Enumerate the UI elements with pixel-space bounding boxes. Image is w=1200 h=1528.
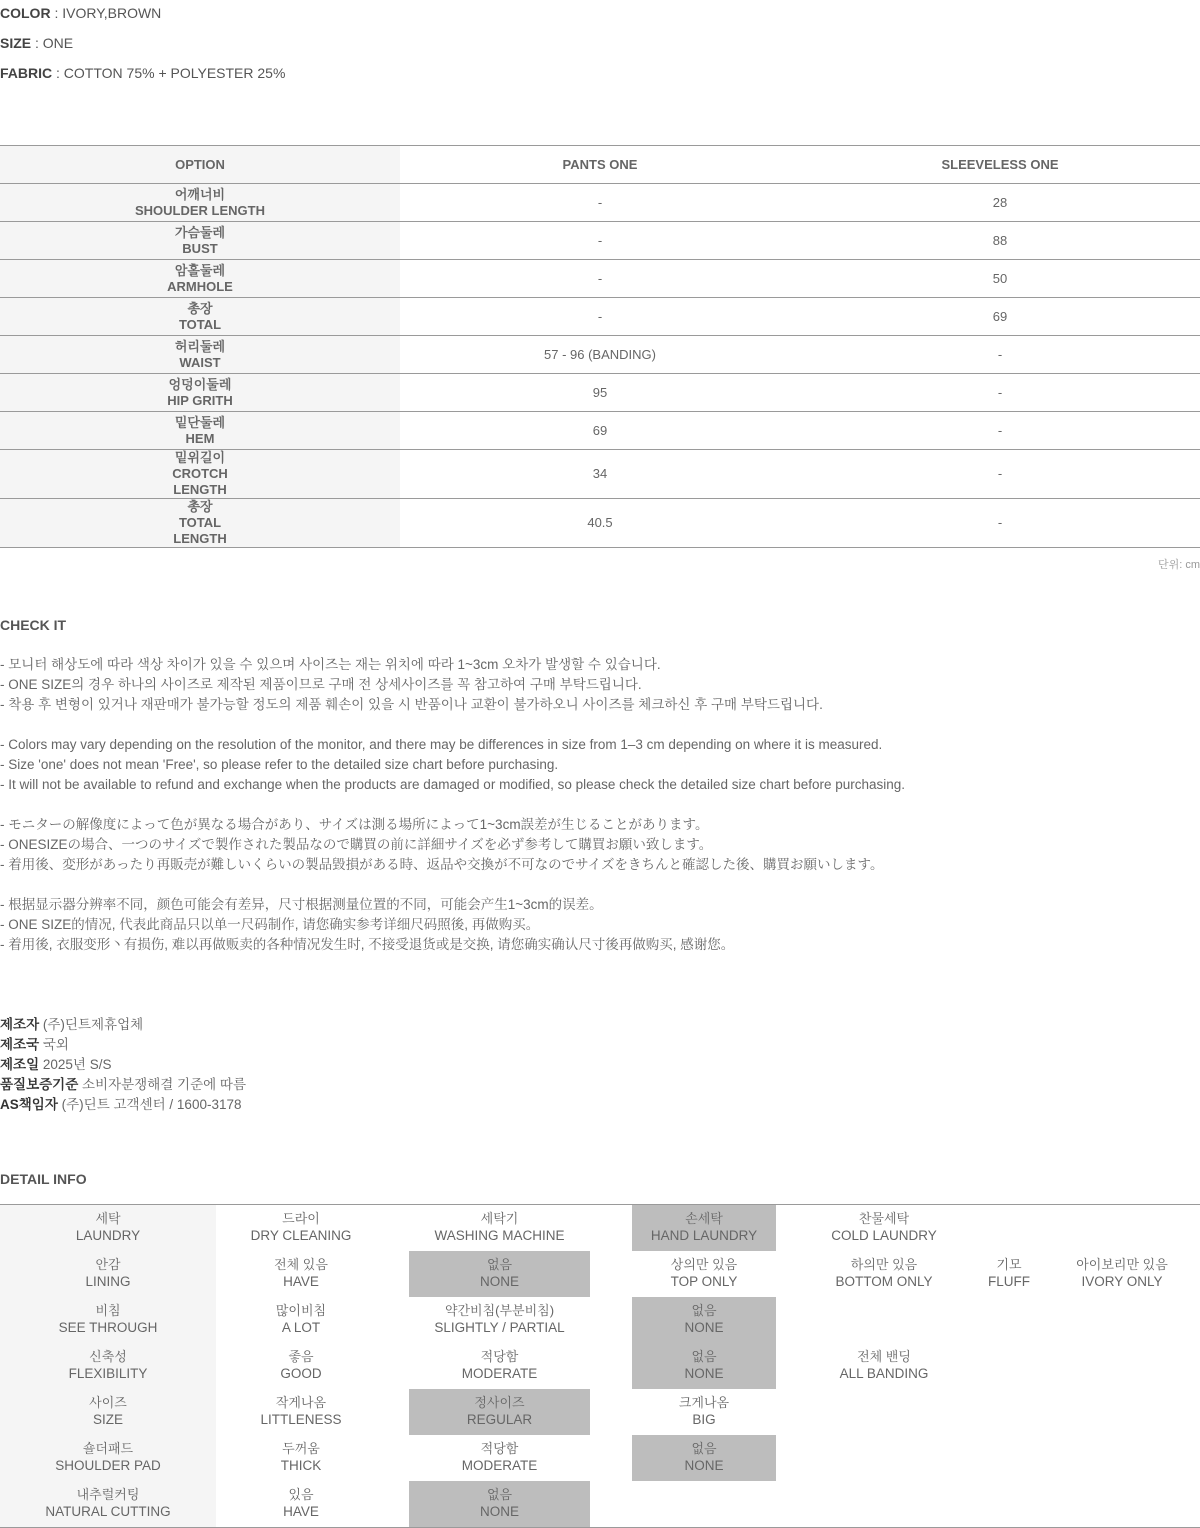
size-value-pants: 40.5 — [400, 499, 800, 548]
detail-ko-text: 많이비침 — [275, 1303, 327, 1318]
detail-en-text: REGULAR — [466, 1412, 533, 1427]
size-row — [0, 499, 1200, 548]
size-row — [0, 336, 1200, 374]
detail-option — [216, 1343, 386, 1389]
detail-option — [409, 1435, 590, 1481]
detail-option — [409, 1297, 590, 1343]
detail-info-title: DETAIL INFO — [0, 1171, 87, 1187]
spec-label: COLOR — [0, 5, 51, 21]
detail-ko-text: 없음 — [486, 1487, 513, 1502]
size-value-sleeveless: 88 — [800, 222, 1200, 260]
size-value-sleeveless: 69 — [800, 298, 1200, 336]
detail-label-cell — [0, 1343, 216, 1389]
detail-en-text: NONE — [479, 1504, 519, 1519]
size-value-sleeveless: 50 — [800, 260, 1200, 298]
detail-ko-text: 정사이즈 — [474, 1395, 525, 1410]
detail-en-text: LINING — [85, 1274, 131, 1289]
detail-ko-text: 드라이 — [282, 1211, 320, 1226]
detail-option — [409, 1205, 590, 1251]
size-row — [0, 374, 1200, 412]
detail-ko-text: 있음 — [288, 1487, 314, 1502]
detail-ko-text: 비침 — [95, 1303, 121, 1318]
detail-row — [0, 1389, 1200, 1435]
size-option-label: 밑위길이 — [174, 450, 226, 465]
size-option-label: TOTAL — [178, 515, 222, 530]
maker-row — [0, 1075, 246, 1095]
size-table — [0, 145, 1200, 548]
detail-option-selected — [409, 1389, 590, 1435]
size-value-sleeveless: 28 — [800, 184, 1200, 222]
note-ko: - 모니터 해상도에 따라 색상 차이가 있을 수 있으며 사이즈는 재는 위치에 따라 1~3cm 오차가 발생할 수 있습니다. — [0, 657, 661, 672]
size-value-pants: - — [400, 222, 800, 260]
detail-option — [776, 1343, 992, 1389]
maker-label: AS책임자 — [0, 1097, 58, 1112]
size-option-label: 어깨너비 — [174, 186, 226, 202]
note-ko: - 착용 후 변형이 있거나 재판매가 불가능할 정도의 제품 훼손이 있을 시 반품이나 교환이 불가하오니 사이즈를 체크하신 후 구매 부탁드립니다. — [0, 697, 823, 712]
detail-ko-text: 좋음 — [288, 1349, 314, 1364]
size-value-sleeveless: - — [800, 336, 1200, 374]
maker-value: 2025년 S/S — [39, 1057, 112, 1072]
size-option-cell — [0, 374, 400, 412]
detail-ko-text: 기모 — [996, 1257, 1022, 1272]
detail-option-selected — [632, 1297, 776, 1343]
size-value-sleeveless: - — [800, 412, 1200, 450]
note-zh: - ONE SIZE的情况, 代表此商品只以单一尺码制作, 请您确实参考详细尺码照後, 再做购买。 — [0, 917, 540, 932]
detail-en-text: WASHING MACHINE — [434, 1228, 565, 1243]
detail-option — [409, 1343, 590, 1389]
size-option-cell — [0, 298, 400, 336]
spec-color — [0, 5, 161, 21]
detail-en-text: NONE — [684, 1458, 724, 1473]
maker-row — [0, 1035, 246, 1055]
detail-en-text: DRY CLEANING — [250, 1228, 352, 1243]
size-value-sleeveless: - — [800, 374, 1200, 412]
detail-ko-text: 없음 — [691, 1303, 717, 1318]
size-option-cell — [0, 184, 400, 222]
note-en: - Size 'one' does not mean 'Free', so please refer to the detailed size chart before purchasing. — [0, 757, 559, 772]
note-en: - Colors may vary depending on the resolution of the monitor, and there may be differences in size from 1–3 cm depending on where it is measured. — [0, 737, 883, 752]
check-it-notes — [0, 655, 1200, 955]
maker-row — [0, 1015, 246, 1035]
note-ja: - ONESIZEの場合、一つのサイズで製作された製品なので購買の前に詳細サイズを必ず参考して購買お願い致します。 — [0, 837, 713, 852]
detail-option-selected — [632, 1205, 776, 1251]
size-option-cell — [0, 222, 400, 260]
detail-en-text: GOOD — [280, 1366, 322, 1381]
detail-option — [1060, 1251, 1184, 1297]
detail-option — [216, 1481, 386, 1527]
detail-option — [216, 1205, 386, 1251]
note-ja: - モニターの解像度によって色が異なる場合があり、サイズは測る場所によって1~3cm誤差が生じることがあります。 — [0, 817, 709, 832]
size-option-label: LENGTH — [173, 531, 227, 546]
detail-en-text: FLEXIBILITY — [68, 1366, 148, 1381]
size-value-pants: - — [400, 298, 800, 336]
detail-en-text: HAND LAUNDRY — [650, 1228, 758, 1243]
size-value-pants: 69 — [400, 412, 800, 450]
detail-ko-text: 작게나옴 — [275, 1395, 327, 1410]
detail-option — [632, 1251, 776, 1297]
size-option-cell — [0, 336, 400, 374]
detail-option-selected — [632, 1343, 776, 1389]
maker-value: 소비자분쟁해결 기준에 따름 — [78, 1077, 246, 1092]
detail-en-text: NONE — [479, 1274, 519, 1289]
detail-ko-text: 사이즈 — [89, 1395, 127, 1410]
size-option-label: TOTAL — [178, 316, 222, 332]
size-option-label: 가슴둘레 — [174, 224, 226, 240]
detail-option — [216, 1297, 386, 1343]
detail-en-text: LAUNDRY — [75, 1228, 141, 1243]
maker-row — [0, 1095, 246, 1115]
detail-ko-text: 약간비침(부분비침) — [444, 1303, 555, 1318]
detail-en-text: THICK — [280, 1458, 322, 1473]
size-row — [0, 450, 1200, 499]
detail-ko-text: 안감 — [95, 1257, 121, 1272]
maker-value: 국외 — [39, 1037, 69, 1052]
detail-ko-text: 적당함 — [480, 1441, 519, 1456]
detail-en-text: ALL BANDING — [839, 1366, 929, 1381]
detail-ko-text: 상의만 있음 — [670, 1257, 738, 1272]
detail-ko-text: 찬물세탁 — [858, 1211, 910, 1226]
maker-label: 제조국 — [0, 1037, 40, 1052]
header-option: OPTION — [0, 146, 400, 184]
size-value-pants: 95 — [400, 374, 800, 412]
detail-ko-text: 신축성 — [89, 1349, 127, 1364]
detail-option — [216, 1389, 386, 1435]
detail-label-cell — [0, 1297, 216, 1343]
detail-ko-text: 하의만 있음 — [850, 1257, 918, 1272]
check-it-title: CHECK IT — [0, 617, 67, 633]
spec-label: SIZE — [0, 35, 32, 51]
size-option-label: 밑단둘레 — [174, 414, 226, 430]
size-option-label: HIP GRITH — [167, 392, 233, 408]
detail-en-text: COLD LAUNDRY — [831, 1228, 937, 1243]
maker-info — [0, 1015, 246, 1115]
detail-en-text: A LOT — [281, 1320, 321, 1335]
size-row — [0, 412, 1200, 450]
note-ko: - ONE SIZE의 경우 하나의 사이즈로 제작된 제품이므로 구매 전 상세사이즈를 꼭 참고하여 구매 부탁드립니다. — [0, 677, 642, 692]
header-sleeveless: SLEEVELESS ONE — [800, 146, 1200, 184]
note-ja: - 着用後、変形があったり再販売が難しいくらいの製品毀損がある時、返品や交換が不可なのでサイズをきちんと確認した後、購買お願いします。 — [0, 857, 884, 872]
detail-option-selected — [632, 1435, 776, 1481]
size-value-sleeveless: - — [800, 499, 1200, 548]
size-option-cell — [0, 499, 400, 548]
note-en: - It will not be available to refund and exchange when the products are damaged or modified, so please check the detailed size chart before purchasing. — [0, 777, 906, 792]
detail-row — [0, 1481, 1200, 1527]
detail-row — [0, 1251, 1200, 1297]
detail-en-text: HAVE — [283, 1504, 319, 1519]
size-option-label: BUST — [182, 240, 218, 256]
detail-en-text: NONE — [684, 1366, 724, 1381]
detail-row — [0, 1435, 1200, 1481]
size-option-label: CROTCH — [172, 466, 228, 481]
detail-option — [632, 1389, 776, 1435]
detail-ko-text: 전체 있음 — [274, 1257, 328, 1272]
size-row — [0, 222, 1200, 260]
detail-en-text: BOTTOM ONLY — [835, 1274, 933, 1289]
spec-value: : COTTON 75% + POLYESTER 25% — [52, 65, 286, 81]
detail-ko-text: 없음 — [691, 1349, 717, 1364]
detail-en-text: TOP ONLY — [670, 1274, 738, 1289]
detail-row — [0, 1205, 1200, 1251]
detail-ko-text: 두꺼움 — [282, 1441, 320, 1456]
detail-option — [216, 1435, 386, 1481]
size-row — [0, 298, 1200, 336]
detail-ko-text: 숄더패드 — [82, 1441, 134, 1456]
detail-ko-text: 세탁기 — [480, 1211, 519, 1226]
size-option-label: 엉덩이둘레 — [168, 376, 232, 392]
detail-en-text: SIZE — [92, 1412, 123, 1427]
detail-en-text: LITTLENESS — [260, 1412, 342, 1427]
detail-label-cell — [0, 1251, 216, 1297]
detail-option — [776, 1205, 992, 1251]
maker-value: (주)딘트제휴업체 — [39, 1017, 144, 1032]
detail-ko-text: 없음 — [691, 1441, 717, 1456]
size-value-pants: 34 — [400, 450, 800, 499]
size-option-cell — [0, 412, 400, 450]
detail-label-cell — [0, 1481, 216, 1527]
detail-ko-text: 적당함 — [480, 1349, 519, 1364]
note-zh: - 着用後, 衣服变形丶有损伤, 难以再做贩卖的各种情况发生时, 不接受退货或是交换, 请您确实确认尺寸後再做购买, 感谢您。 — [0, 937, 735, 952]
detail-en-text: SHOULDER PAD — [55, 1458, 161, 1473]
size-option-label: 총장 — [187, 499, 213, 514]
spec-value: : ONE — [31, 35, 74, 51]
detail-info-grid — [0, 1204, 1200, 1528]
maker-row — [0, 1055, 246, 1075]
detail-label-cell — [0, 1435, 216, 1481]
detail-option — [216, 1251, 386, 1297]
detail-en-text: FLUFF — [988, 1274, 1030, 1289]
detail-ko-text: 없음 — [486, 1257, 513, 1272]
detail-en-text: NONE — [684, 1320, 724, 1335]
size-option-label: ARMHOLE — [167, 278, 233, 294]
size-option-cell — [0, 260, 400, 298]
size-table-header — [0, 146, 1200, 184]
size-option-label: 암홀둘레 — [174, 262, 226, 278]
size-value-pants: - — [400, 260, 800, 298]
maker-label: 제조일 — [0, 1057, 40, 1072]
maker-label: 제조자 — [0, 1017, 40, 1032]
detail-en-text: MODERATE — [461, 1458, 538, 1473]
maker-label: 품질보증기준 — [0, 1077, 79, 1092]
size-row — [0, 260, 1200, 298]
size-option-label: 총장 — [187, 300, 213, 316]
size-value-sleeveless: - — [800, 450, 1200, 499]
size-option-label: WAIST — [179, 354, 221, 370]
size-option-label: SHOULDER LENGTH — [135, 202, 265, 218]
detail-row — [0, 1297, 1200, 1343]
note-zh: - 根据显示器分辨率不同，颜色可能会有差异，尺寸根据测量位置的不同，可能会产生1~3cm的误差。 — [0, 897, 603, 912]
detail-ko-text: 아이보리만 있음 — [1076, 1257, 1168, 1272]
spec-value: : IVORY,BROWN — [50, 5, 162, 21]
detail-en-text: HAVE — [283, 1274, 319, 1289]
detail-en-text: SLIGHTLY / PARTIAL — [434, 1320, 565, 1335]
detail-ko-text: 전체 밴딩 — [857, 1349, 911, 1364]
detail-option — [958, 1251, 1060, 1297]
spec-size — [0, 35, 73, 51]
size-value-pants: - — [400, 184, 800, 222]
detail-en-text: SEE THROUGH — [58, 1320, 158, 1335]
size-option-cell — [0, 450, 400, 499]
detail-ko-text: 크게나옴 — [678, 1395, 730, 1410]
spec-fabric — [0, 65, 285, 81]
size-option-label: 허리둘레 — [174, 338, 226, 354]
header-pants: PANTS ONE — [400, 146, 800, 184]
size-option-label: LENGTH — [173, 482, 227, 497]
detail-ko-text: 세탁 — [95, 1211, 121, 1226]
detail-row — [0, 1343, 1200, 1389]
maker-value: (주)딘트 고객센터 / 1600-3178 — [57, 1097, 242, 1112]
detail-label-cell — [0, 1389, 216, 1435]
detail-label-cell — [0, 1205, 216, 1251]
detail-en-text: NATURAL CUTTING — [45, 1504, 171, 1519]
detail-en-text: IVORY ONLY — [1081, 1274, 1163, 1289]
size-row — [0, 184, 1200, 222]
detail-ko-text: 손세탁 — [685, 1211, 723, 1226]
size-value-pants: 57 - 96 (BANDING) — [400, 336, 800, 374]
detail-option-selected — [409, 1481, 590, 1527]
size-option-label: HEM — [185, 430, 215, 446]
detail-en-text: BIG — [692, 1412, 716, 1427]
detail-en-text: MODERATE — [461, 1366, 538, 1381]
unit-label: 단위: cm — [1157, 559, 1200, 571]
detail-option-selected — [409, 1251, 590, 1297]
spec-label: FABRIC — [0, 65, 53, 81]
detail-ko-text: 내추럴커팅 — [76, 1487, 140, 1502]
